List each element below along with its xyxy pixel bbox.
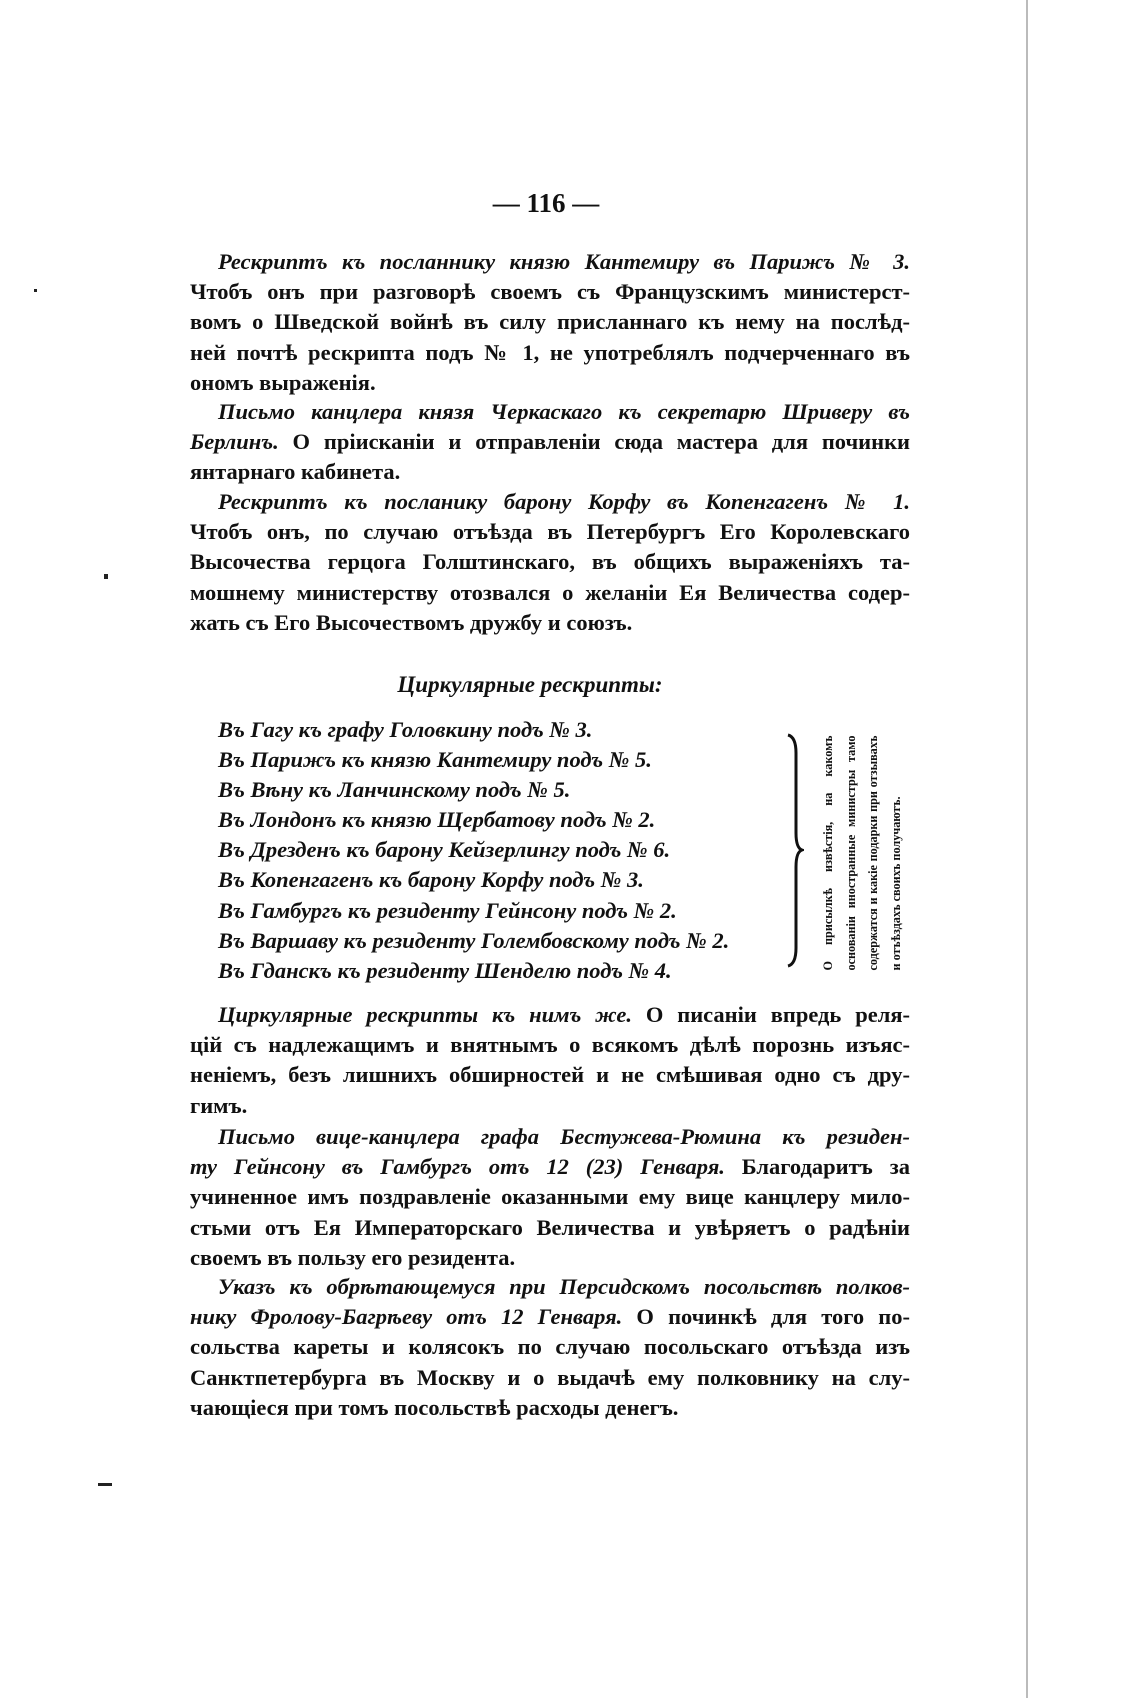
- paragraph: [190, 1122, 910, 1273]
- list-item: Въ Дрезденъ къ барону Кейзерлингу подъ № 6.: [218, 837, 671, 863]
- text-line: [190, 1393, 910, 1423]
- body-text: О починкѣ для того по-: [622, 1304, 910, 1330]
- body-text: Чтобъ онъ, по случаю отъѣзда въ Петербургъ Его Королевскаго: [190, 519, 910, 545]
- text-line: [190, 487, 910, 517]
- margin-dash: [98, 1483, 112, 1486]
- text-line: [190, 1332, 910, 1362]
- body-text: жать съ Его Высочествомъ дружбу и союзъ.: [190, 609, 633, 635]
- italic-title-text: Рескриптъ къ посланику барону Корфу въ Копенгагенъ № 1.: [218, 489, 910, 514]
- text-line: [190, 1152, 910, 1182]
- paragraph: [190, 247, 910, 398]
- body-text: Санктпетербурга въ Москву и о выдачѣ ему полковнику на слу-: [190, 1364, 910, 1390]
- italic-title-text: нику Фролову-Багрѣеву отъ 12 Генваря.: [190, 1304, 623, 1330]
- text-line: [190, 277, 910, 307]
- margin-speck: [34, 289, 37, 292]
- text-line: [190, 247, 910, 277]
- body-text: мошнему министерству отозвался о желаніи Ея Величества содер-: [190, 579, 910, 605]
- list-item: Въ Копенгагенъ къ барону Корфу подъ № 3.: [218, 867, 644, 893]
- text-line: [190, 1030, 910, 1060]
- text-line: [190, 1213, 910, 1243]
- body-text: неніемъ, безъ лишнихъ обширностей и не смѣшивая одно съ дру-: [190, 1062, 910, 1088]
- italic-title-text: Указъ къ обрѣтающемуся при Персидскомъ посольствѣ полков-: [218, 1274, 910, 1299]
- section-heading: Циркулярные рескрипты:: [397, 672, 663, 697]
- text-line: [190, 1363, 910, 1393]
- text-line: [190, 368, 910, 398]
- text-line: [190, 457, 910, 487]
- body-text: ономъ выраженія.: [190, 369, 376, 395]
- text-line: [190, 307, 910, 337]
- body-text: сольства кареты и колясокъ по случаю посольскаго отъѣзда изъ: [190, 1334, 910, 1360]
- page-number: — 116 —: [492, 188, 600, 218]
- italic-title-text: Рескриптъ къ посланнику князю Кантемиру въ Парижъ № 3.: [218, 249, 910, 274]
- body-text: учиненное имъ поздравленіе оказанными ему вице канцлеру мило-: [190, 1184, 910, 1210]
- italic-title-text: Письмо вице-канцлера графа Бестужева-Рюмина къ резиден-: [218, 1124, 910, 1149]
- text-line: [190, 1272, 910, 1302]
- text-line: [190, 1182, 910, 1212]
- list-item: Въ Гагу къ графу Головкину подъ № 3.: [218, 717, 593, 742]
- italic-title-text: Письмо канцлера князя Черкаскаго къ секретарю Шриверу въ: [218, 399, 910, 424]
- curly-brace: [786, 733, 804, 968]
- body-text: ней почтѣ рескрипта подъ № 1, не употреблялъ подчерченнаго въ: [190, 339, 910, 365]
- body-text: цій съ надлежащимъ и внятнымъ о всякомъ дѣлѣ порознь изъяс-: [190, 1032, 910, 1058]
- body-text: Чтобъ онъ при разговорѣ своемъ съ Французскимъ министерст-: [190, 279, 910, 305]
- body-text: вомъ о Шведской войнѣ въ силу присланнаго къ нему на послѣд-: [190, 309, 910, 335]
- body-text: стьми отъ Ея Императорскаго Величества и увѣряетъ о радѣніи: [190, 1214, 910, 1240]
- side-note-text: О присылкѣ извѣстія, на какомъ основаніи иностранные министры тамо содержатся и какіе подарки при отзывахъ и отъѣздахъ своихъ получаютъ.: [821, 735, 903, 970]
- text-line: [190, 547, 910, 577]
- text-line: [190, 1302, 910, 1332]
- page-edge: [1026, 0, 1028, 1698]
- side-note: [812, 735, 912, 970]
- text-line: [190, 1243, 910, 1273]
- paragraph: [190, 1000, 910, 1121]
- body-text: гимъ.: [190, 1092, 248, 1118]
- list-item: Въ Варшаву къ резиденту Голембовскому подъ № 2.: [218, 927, 730, 953]
- list-item: Въ Лондонъ къ князю Щербатову подъ № 2.: [218, 807, 656, 833]
- text-line: [190, 338, 910, 368]
- text-line: [190, 1000, 910, 1030]
- body-text: О писаніи впредь реля-: [632, 1002, 910, 1027]
- list-item: Въ Гамбургъ къ резиденту Гейнсону подъ № 2.: [218, 897, 677, 923]
- italic-title-text: Циркулярные рескрипты къ нимъ же.: [218, 1002, 632, 1027]
- text-line: [190, 578, 910, 608]
- margin-speck: [104, 574, 108, 579]
- list-item: Въ Гданскъ къ резиденту Шенделю подъ № 4.: [218, 957, 672, 983]
- body-text: чающіеся при томъ посольствѣ расходы денегъ.: [190, 1394, 679, 1420]
- body-text: Благодаритъ за: [724, 1154, 910, 1180]
- body-text: О пріисканіи и отправленіи сюда мастера для починки: [278, 429, 910, 455]
- text-line: [190, 1122, 910, 1152]
- italic-title-text: Берлинъ.: [190, 429, 279, 455]
- list-item: Въ Парижъ къ князю Кантемиру подъ № 5.: [218, 747, 652, 773]
- body-text: Высочества герцога Голштинскаго, въ общихъ выраженіяхъ та-: [190, 549, 910, 575]
- list-item: Въ Вѣну къ Ланчинскому подъ № 5.: [218, 777, 571, 803]
- text-line: [190, 1091, 910, 1121]
- body-text: своемъ въ пользу его резидента.: [190, 1244, 516, 1270]
- circular-list: [218, 715, 729, 986]
- paragraph: [190, 1272, 910, 1423]
- text-line: [190, 427, 910, 457]
- text-line: [190, 517, 910, 547]
- text-line: [190, 1060, 910, 1090]
- paragraph: [190, 397, 910, 488]
- text-line: [190, 608, 910, 638]
- italic-title-text: ту Гейнсону въ Гамбургъ отъ 12 (23) Генваря.: [190, 1154, 725, 1180]
- text-line: [190, 397, 910, 427]
- paragraph: [190, 487, 910, 638]
- body-text: янтарнаго кабинета.: [190, 459, 401, 485]
